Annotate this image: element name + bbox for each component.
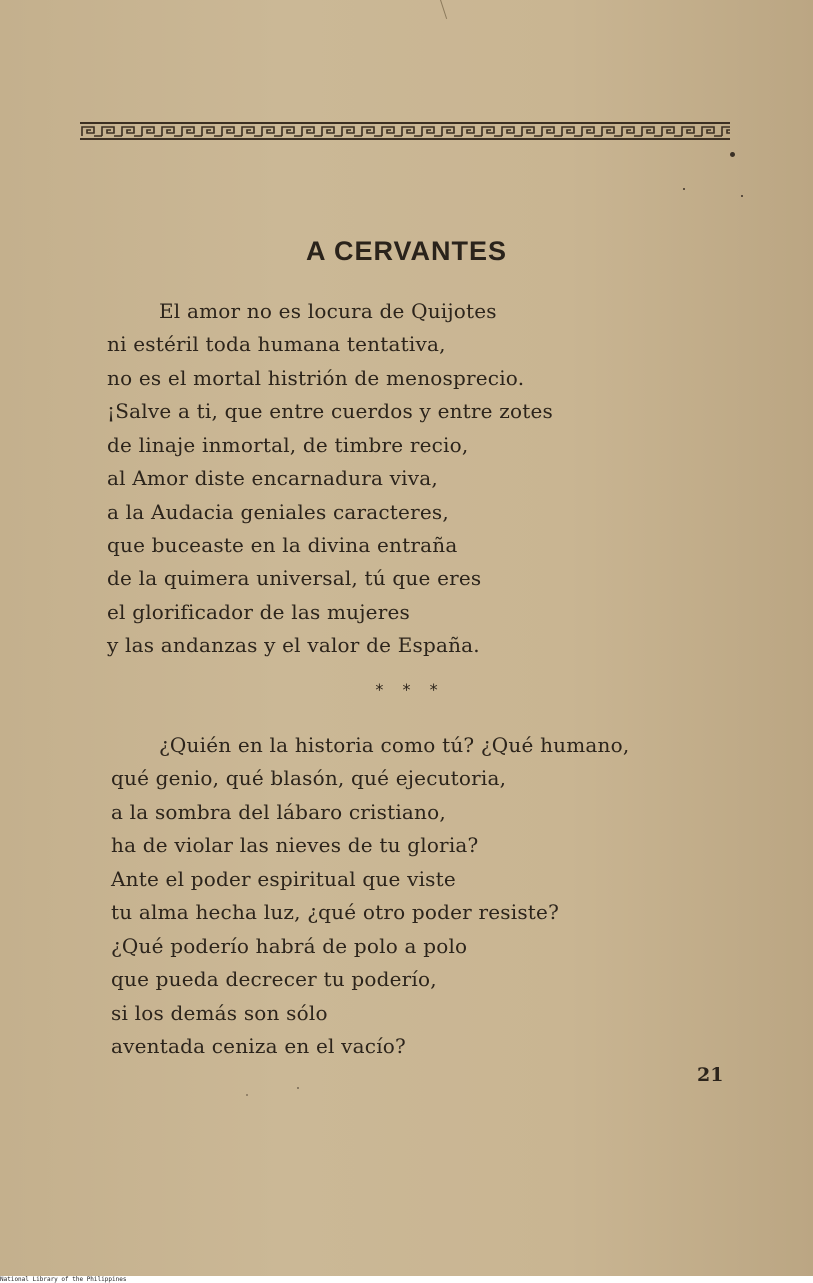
ornament-motif xyxy=(522,127,542,136)
ornament-motif xyxy=(622,127,642,136)
ornament-motif xyxy=(462,127,482,136)
ink-speck xyxy=(741,195,743,197)
poem-line: de la quimera universal, tú que eres xyxy=(107,566,482,590)
page-number: 21 xyxy=(697,1064,724,1086)
poem-line: el glorificador de las mujeres xyxy=(107,600,410,624)
ornament-motif xyxy=(682,127,702,136)
poem-line: ha de violar las nieves de tu gloria? xyxy=(111,833,479,857)
poem-line: qué genio, qué blasón, qué ejecutoria, xyxy=(111,766,507,790)
ornament-motif xyxy=(202,127,222,136)
poem-line: ¡Salve a ti, que entre cuerdos y entre zotes xyxy=(107,399,553,423)
ornament-motif xyxy=(182,127,202,136)
ornament-motif xyxy=(262,127,282,136)
ornament-motif xyxy=(242,127,262,136)
library-credit: National Library of the Philippines xyxy=(0,1276,127,1283)
section-separator: * * * xyxy=(375,680,438,699)
poem-line: El amor no es locura de Quijotes xyxy=(159,299,497,323)
poem-line: al Amor diste encarnadura viva, xyxy=(107,466,438,490)
ink-speck xyxy=(730,152,735,157)
poem-line: de linaje inmortal, de timbre recio, xyxy=(107,433,469,457)
ornament-motif xyxy=(82,127,102,136)
ornament-motif xyxy=(542,127,562,136)
ornament-motif xyxy=(342,127,362,136)
ornament-motif xyxy=(702,127,722,136)
ornament-motif xyxy=(562,127,582,136)
poem-line: Ante el poder espiritual que viste xyxy=(111,867,456,891)
ornament-motif xyxy=(362,127,382,136)
ornament-motif xyxy=(142,127,162,136)
ornament-motif xyxy=(502,127,522,136)
ornament-motif xyxy=(422,127,442,136)
poem-line: que pueda decrecer tu poderío, xyxy=(111,967,437,991)
ornament-motif xyxy=(222,127,242,136)
poem-line: y las andanzas y el valor de España. xyxy=(107,633,480,657)
ornament-motif xyxy=(442,127,462,136)
poem-line: ni estéril toda humana tentativa, xyxy=(107,332,446,356)
poem-line: si los demás son sólo xyxy=(111,1001,328,1025)
ornament-motif xyxy=(162,127,182,136)
poem-line: que buceaste en la divina entraña xyxy=(107,533,458,557)
ornament-motif xyxy=(122,127,142,136)
ornament-motif xyxy=(482,127,502,136)
ornament-motif xyxy=(402,127,422,136)
poem-line: ¿Qué poderío habrá de polo a polo xyxy=(111,934,468,958)
ornament-motif xyxy=(302,127,322,136)
ornament-motif xyxy=(722,127,730,136)
ornament-motif xyxy=(602,127,622,136)
page-crease xyxy=(440,0,447,19)
ink-speck xyxy=(683,188,685,190)
poem-line: no es el mortal histrión de menosprecio. xyxy=(107,366,525,390)
ornament-motif xyxy=(582,127,602,136)
poem-line: aventada ceniza en el vacío? xyxy=(111,1034,406,1058)
ink-speck xyxy=(297,1087,299,1089)
ornament-motif xyxy=(642,127,662,136)
ornament-motif xyxy=(382,127,402,136)
ornament-motif xyxy=(322,127,342,136)
poem-line: ¿Quién en la historia como tú? ¿Qué humano, xyxy=(159,733,630,757)
ornament-motif xyxy=(102,127,122,136)
ornament-motif xyxy=(662,127,682,136)
poem-line: a la sombra del lábaro cristiano, xyxy=(111,800,446,824)
poem-line: a la Audacia geniales caracteres, xyxy=(107,500,449,524)
poem-line: tu alma hecha luz, ¿qué otro poder resiste? xyxy=(111,900,560,924)
ornament-motif xyxy=(282,127,302,136)
ink-speck xyxy=(246,1094,248,1096)
decorative-border-ornament xyxy=(80,121,730,141)
poem-title: A CERVANTES xyxy=(305,236,508,266)
